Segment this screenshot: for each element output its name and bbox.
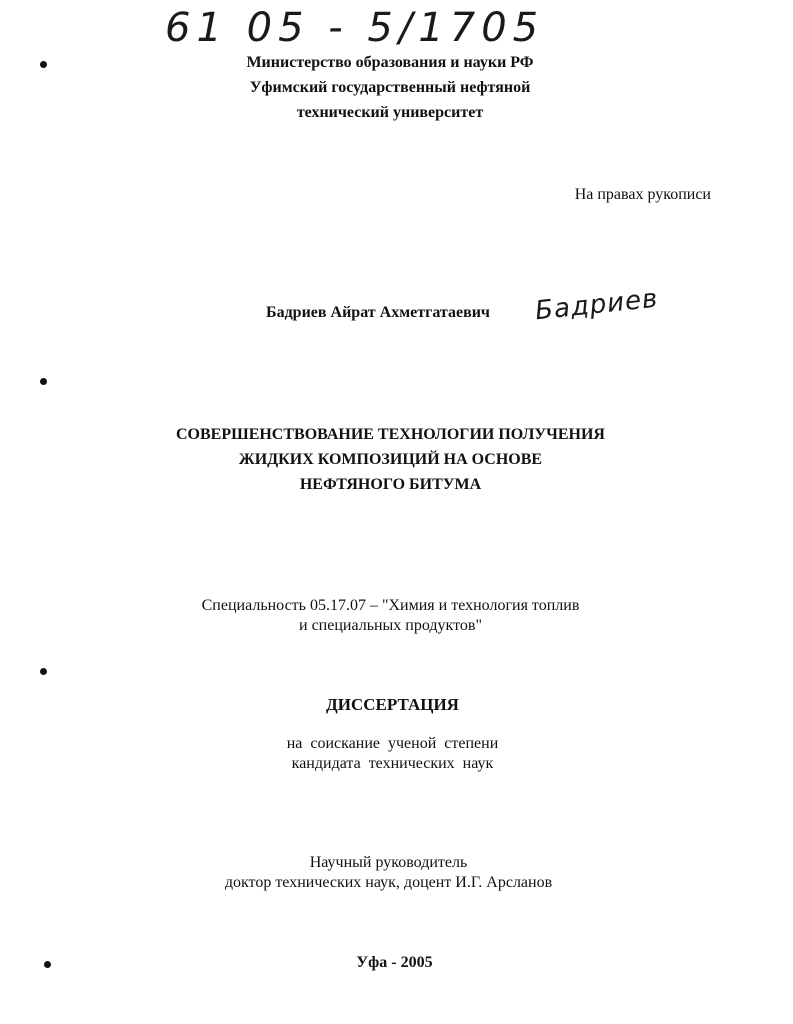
title-line1: СОВЕРШЕНСТВОВАНИЕ ТЕХНОЛОГИИ ПОЛУЧЕНИЯ <box>176 426 605 443</box>
degree-block <box>0 734 789 774</box>
title-line3: НЕФТЯНОГО БИТУМА <box>299 476 482 493</box>
margin-dot-1 <box>40 61 47 68</box>
supervisor-block <box>0 853 785 893</box>
header-block <box>200 50 580 125</box>
document-type: ДИССЕРТАЦИЯ <box>326 695 459 714</box>
manuscript-rights: На правах рукописи <box>574 186 711 203</box>
archive-number: 61 05 - 5/1705 <box>165 5 545 51</box>
ministry-name: Министерство образования и науки РФ <box>246 54 534 71</box>
supervisor-label: Научный руководитель <box>309 854 468 871</box>
degree-line1: на соискание ученой степени <box>286 735 499 752</box>
specialty-block <box>0 596 787 636</box>
title-line2: ЖИДКИХ КОМПОЗИЦИЙ НА ОСНОВЕ <box>238 451 543 468</box>
city-year: Уфа - 2005 <box>356 954 433 971</box>
university-name-line1: Уфимский государственный нефтяной <box>249 79 531 96</box>
author-signature: Бадриев <box>533 283 660 327</box>
margin-dot-2 <box>40 378 47 385</box>
supervisor-name: доктор технических наук, доцент И.Г. Арсланов <box>224 874 553 891</box>
degree-line2: кандидата технических наук <box>291 755 494 772</box>
dissertation-title <box>0 422 787 497</box>
author-name: Бадриев Айрат Ахметгатаевич <box>266 304 490 321</box>
specialty-line2: и специальных продуктов" <box>299 617 482 634</box>
specialty-line1: Специальность 05.17.07 – "Химия и технология топлив <box>201 597 580 614</box>
margin-dot-3 <box>40 668 47 675</box>
university-name-line2: технический университет <box>296 104 484 121</box>
